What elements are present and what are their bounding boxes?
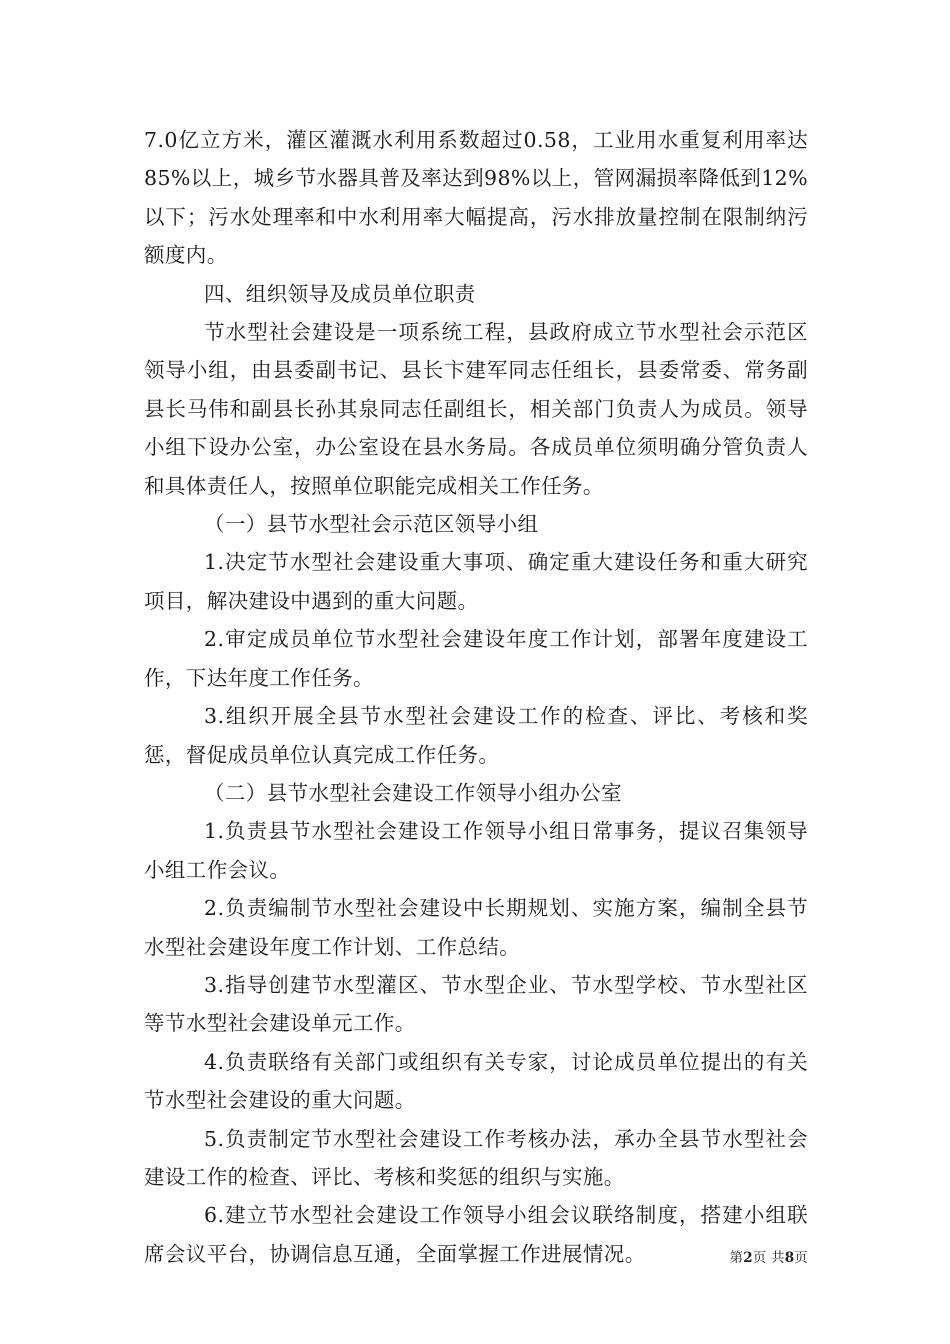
paragraph-targets-continued: 7.0亿立方米，灌区灌溉水利用系数超过0.58，工业用水重复利用率达85%以上，城乡节水器具普及率达到98%以上，管网漏损率降低到12%以下；污水处理率和中水利用率大幅提高，污水排放量控制在限制纳污额度内。 (144, 128, 808, 268)
list-item-office-duty-2: 2.负责编制节水型社会建设中长期规划、实施方案，编制全县节水型社会建设年度工作计划、工作总结。 (144, 896, 808, 959)
document-body (144, 121, 808, 1273)
footer-current-page: 2 (743, 1250, 753, 1266)
list-item-group-duty-3: 3.组织开展全县节水型社会建设工作的检查、评比、考核和奖惩，督促成员单位认真完成工作任务。 (144, 704, 808, 767)
list-item-office-duty-1: 1.负责县节水型社会建设工作领导小组日常事务，提议召集领导小组工作会议。 (144, 819, 808, 882)
footer-middle: 页 共 (752, 1250, 785, 1266)
list-item-office-duty-6: 6.建立节水型社会建设工作领导小组会议联络制度，搭建小组联席会议平台，协调信息互通，全面掌握工作进展情况。 (144, 1203, 808, 1266)
page-number-footer (700, 1246, 808, 1266)
list-item-group-duty-2: 2.审定成员单位节水型社会建设年度工作计划，部署年度建设工作，下达年度工作任务。 (144, 627, 808, 690)
footer-prefix: 第 (729, 1250, 744, 1266)
subheading-leading-group: （一）县节水型社会示范区领导小组 (204, 512, 539, 537)
paragraph-leading-group-intro: 节水型社会建设是一项系统工程，县政府成立节水型社会示范区领导小组，由县委副书记、县长卞建军同志任组长，县委常委、常务副县长马伟和副县长孙其泉同志任副组长，相关部门负责人为成员。领导小组下设办公室，办公室设在县水务局。各成员单位须明确分管负责人和具体责任人，按照单位职能完成相关工作任务。 (144, 320, 808, 498)
list-item-group-duty-1: 1.决定节水型社会建设重大事项、确定重大建设任务和重大研究项目，解决建设中遇到的重大问题。 (144, 550, 808, 613)
footer-suffix: 页 (794, 1250, 808, 1266)
list-item-office-duty-3: 3.指导创建节水型灌区、节水型企业、节水型学校、节水型社区等节水型社会建设单元工作。 (144, 972, 808, 1036)
list-item-office-duty-5: 5.负责制定节水型社会建设工作考核办法，承办全县节水型社会建设工作的检查、评比、考核和奖惩的组织与实施。 (144, 1126, 808, 1189)
section-heading-organization: 四、组织领导及成员单位职责 (204, 281, 476, 306)
list-item-office-duty-4: 4.负责联络有关部门或组织有关专家，讨论成员单位提出的有关节水型社会建设的重大问题。 (144, 1049, 808, 1113)
subheading-office: （二）县节水型社会建设工作领导小组办公室 (204, 780, 622, 805)
footer-total-pages: 8 (784, 1250, 795, 1266)
